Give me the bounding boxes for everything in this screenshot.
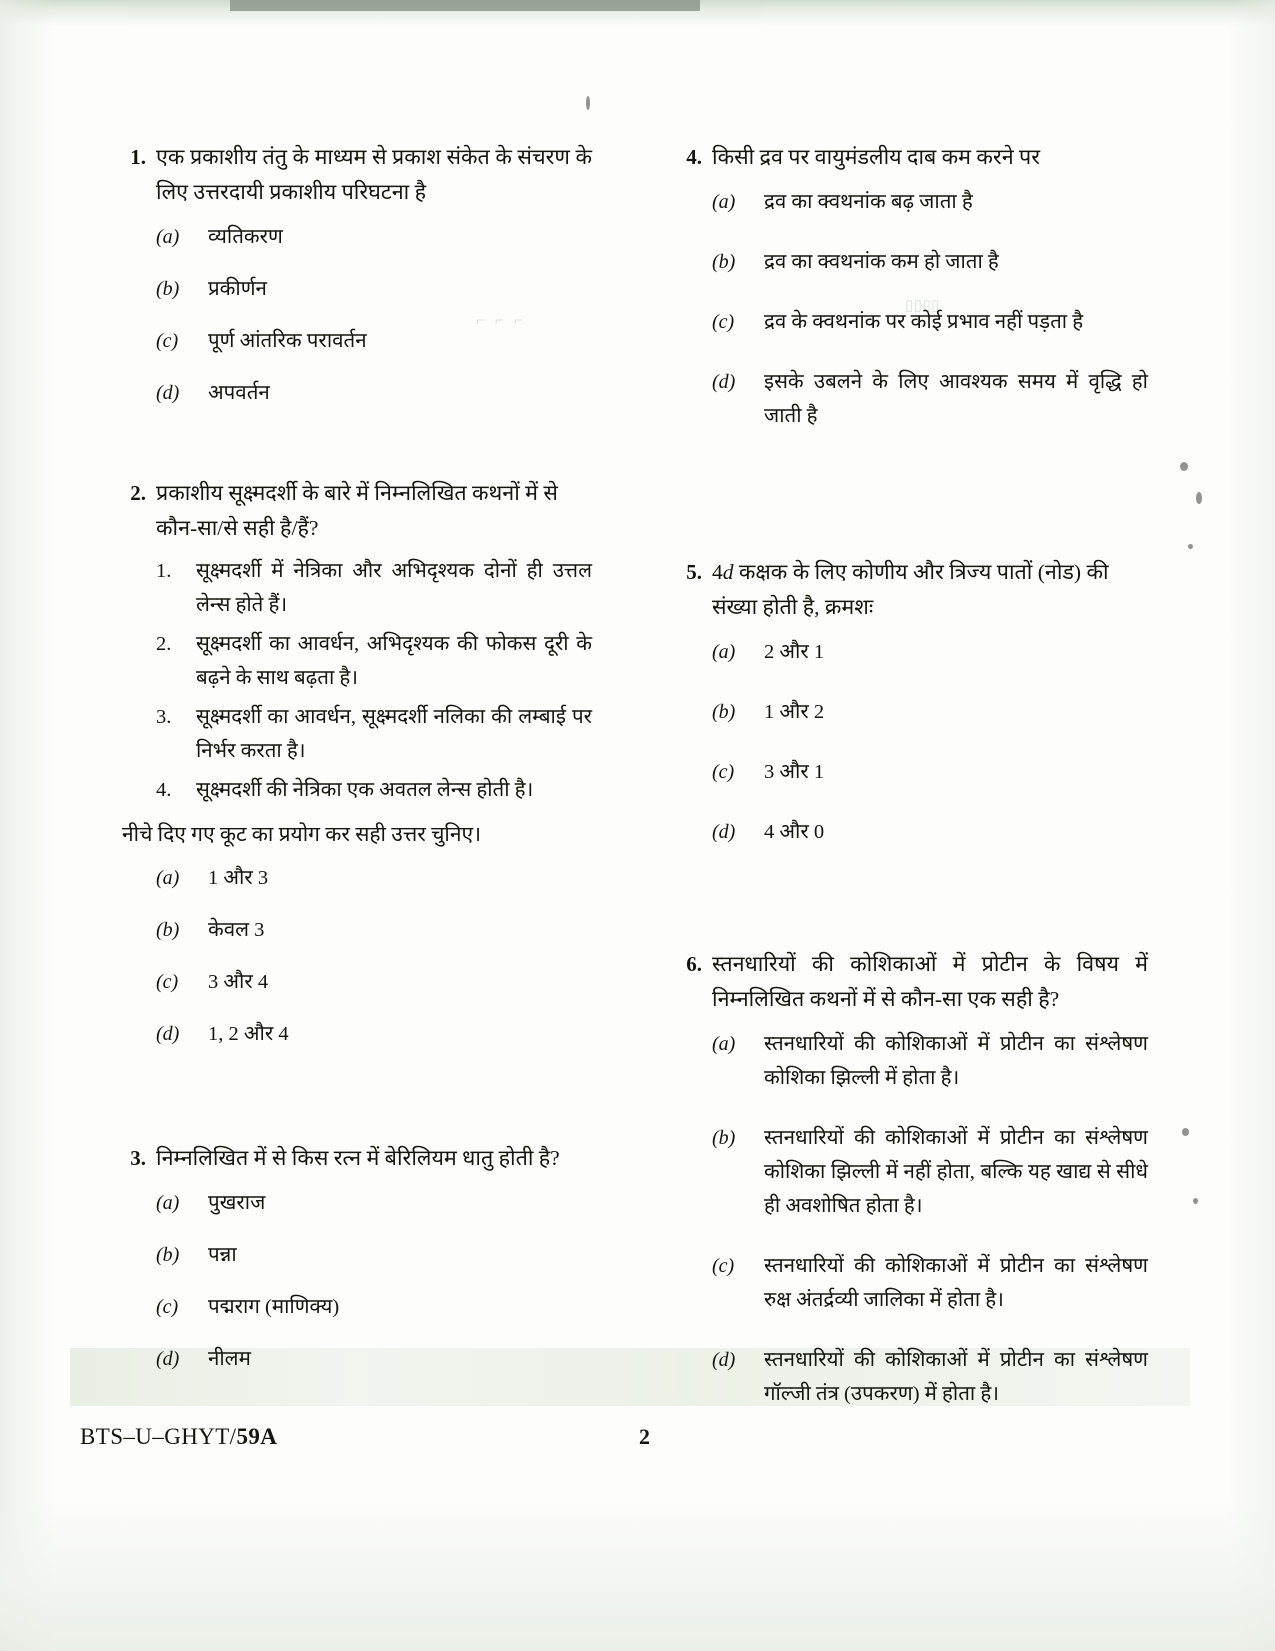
question-1-option-b[interactable] xyxy=(156,272,592,306)
option-label: (c) xyxy=(712,311,735,333)
question-5-prefix: 4 xyxy=(712,560,723,584)
option-text: स्तनधारियों की कोशिकाओं में प्रोटीन का संश्लेषण रुक्ष अंतर्द्रव्यी जालिका में होता है। xyxy=(764,1255,1148,1311)
option-label: (d) xyxy=(156,1023,180,1045)
option-text: 4 और 0 xyxy=(764,821,825,843)
option-label: (c) xyxy=(712,761,735,783)
question-6-option-a[interactable] xyxy=(712,1027,1148,1095)
option-text: स्तनधारियों की कोशिकाओं में प्रोटीन का संश्लेषण कोशिका झिल्ली में नहीं होता, बल्कि यह खाद्य से सीधे ही अवशोषित होता है। xyxy=(764,1127,1148,1217)
option-text: 1 और 3 xyxy=(208,867,269,889)
scan-ghost-text: ▯▯▯▯ xyxy=(905,297,941,314)
question-4-text: किसी द्रव पर वायुमंडलीय दाब कम करने पर xyxy=(712,145,1041,169)
option-label: (d) xyxy=(712,371,736,393)
option-text: 2 और 1 xyxy=(764,641,825,663)
question-5-orbital-letter: d xyxy=(722,560,734,584)
question-6-number: 6. xyxy=(686,952,702,976)
question-5-option-b[interactable] xyxy=(712,695,1148,729)
option-text: पूर्ण आंतरिक परावर्तन xyxy=(208,330,367,352)
option-text: इसके उबलने के लिए आवश्यक समय में वृद्धि हो जाती है xyxy=(764,371,1148,427)
question-4-option-c[interactable] xyxy=(712,305,1148,339)
option-text: स्तनधारियों की कोशिकाओं में प्रोटीन का संश्लेषण कोशिका झिल्ली में होता है। xyxy=(764,1033,1148,1089)
spacer xyxy=(112,1069,592,1141)
statement-number: 2. xyxy=(156,633,172,655)
option-label: (b) xyxy=(712,701,736,723)
question-5-rest: कक्षक के लिए कोणीय और त्रिज्य पातों (नोड) की संख्या होती है, क्रमशः xyxy=(712,560,1109,619)
question-4-option-b[interactable] xyxy=(712,245,1148,279)
statement-text: सूक्ष्मदर्शी में नेत्रिका और अभिदृश्यक दोनों ही उत्तल लेन्स होते हैं। xyxy=(196,560,592,616)
question-3-options xyxy=(156,1186,592,1376)
left-column xyxy=(112,140,592,1394)
question-5-option-d[interactable] xyxy=(712,815,1148,849)
option-label: (a) xyxy=(712,641,736,663)
question-2-statement-3 xyxy=(156,700,592,768)
question-1-number: 1. xyxy=(130,145,146,169)
option-text: पन्ना xyxy=(208,1244,237,1266)
page-number: 2 xyxy=(639,1424,650,1449)
question-3-number: 3. xyxy=(130,1146,146,1170)
question-4-options xyxy=(712,185,1148,433)
question-1-option-a[interactable] xyxy=(156,220,592,254)
scan-ghost-text: ⌐ ⌐ ⌐ xyxy=(476,312,526,329)
question-5-number: 5. xyxy=(686,560,702,584)
question-4-option-a[interactable] xyxy=(712,185,1148,219)
question-6-option-c[interactable] xyxy=(712,1249,1148,1317)
question-6-option-b[interactable] xyxy=(712,1121,1148,1223)
option-text: पुखराज xyxy=(208,1192,266,1214)
spacer xyxy=(668,459,1148,555)
option-text: अपवर्तन xyxy=(208,382,270,404)
option-text: स्तनधारियों की कोशिकाओं में प्रोटीन का संश्लेषण गॉल्जी तंत्र (उपकरण) में होता है। xyxy=(764,1349,1148,1405)
question-6 xyxy=(668,947,1148,1017)
option-label: (d) xyxy=(156,1348,180,1370)
question-1-text: एक प्रकाशीय तंतु के माध्यम से प्रकाश संकेत के संचरण के लिए उत्तरदायी प्रकाशीय परिघटना है xyxy=(156,145,592,204)
question-2-statements xyxy=(156,554,592,807)
option-label: (d) xyxy=(712,821,736,843)
option-label: (b) xyxy=(156,919,180,941)
question-1-options xyxy=(156,220,592,410)
option-text: नीलम xyxy=(208,1348,251,1370)
option-label: (b) xyxy=(156,278,180,300)
statement-text: सूक्ष्मदर्शी का आवर्धन, अभिदृश्यक की फोकस दूरी के बढ़ने के साथ बढ़ता है। xyxy=(196,633,592,689)
option-text: 1, 2 और 4 xyxy=(208,1023,289,1045)
question-3-option-b[interactable] xyxy=(156,1238,592,1272)
question-3-text: निम्नलिखित में से किस रत्न में बेरिलियम धातु होती है? xyxy=(156,1146,560,1170)
question-5-text xyxy=(712,555,1148,625)
paper-code xyxy=(80,1424,277,1450)
option-label: (d) xyxy=(156,382,180,404)
statement-number: 1. xyxy=(156,560,172,582)
question-5 xyxy=(668,555,1148,625)
question-2-number: 2. xyxy=(130,481,146,505)
question-2-text: प्रकाशीय सूक्ष्मदर्शी के बारे में निम्नलिखित कथनों में से कौन-सा/से सही है/हैं? xyxy=(156,481,558,540)
question-2-instruction: नीचे दिए गए कूट का प्रयोग कर सही उत्तर चुनिए। xyxy=(122,822,482,846)
option-text: 3 और 1 xyxy=(764,761,825,783)
question-6-options xyxy=(712,1027,1148,1411)
paper-code-suffix: 59A xyxy=(236,1424,278,1449)
question-4 xyxy=(668,140,1148,175)
page-footer xyxy=(80,1424,1195,1450)
statement-number: 3. xyxy=(156,706,172,728)
option-text: व्यतिकरण xyxy=(208,226,283,248)
option-label: (d) xyxy=(712,1349,736,1371)
option-text: द्रव का क्वथनांक बढ़ जाता है xyxy=(764,191,973,213)
question-2-statement-2 xyxy=(156,627,592,695)
paper-code-prefix: BTS–U–GHYT/ xyxy=(80,1424,237,1449)
question-1-option-c[interactable] xyxy=(156,324,592,358)
question-2-option-d[interactable] xyxy=(156,1017,592,1051)
option-label: (a) xyxy=(156,226,180,248)
question-1-option-d[interactable] xyxy=(156,376,592,410)
option-text: 3 और 4 xyxy=(208,971,269,993)
option-label: (b) xyxy=(712,251,736,273)
statement-number: 4. xyxy=(156,779,172,801)
option-label: (a) xyxy=(712,1033,736,1055)
option-label: (c) xyxy=(156,330,179,352)
question-1 xyxy=(112,140,592,210)
question-6-option-d[interactable] xyxy=(712,1343,1148,1411)
question-2-option-c[interactable] xyxy=(156,965,592,999)
spacer xyxy=(112,428,592,476)
question-2 xyxy=(112,476,592,546)
question-4-option-d[interactable] xyxy=(712,365,1148,433)
option-text: द्रव का क्वथनांक कम हो जाता है xyxy=(764,251,999,273)
question-5-option-c[interactable] xyxy=(712,755,1148,789)
right-column xyxy=(668,140,1148,1437)
option-text: केवल 3 xyxy=(208,919,265,941)
statement-text: सूक्ष्मदर्शी की नेत्रिका एक अवतल लेन्स होती है। xyxy=(196,779,534,801)
option-label: (a) xyxy=(712,191,736,213)
option-text: द्रव के क्वथनांक पर कोई प्रभाव नहीं पड़ता है xyxy=(764,311,1084,333)
question-2-option-a[interactable] xyxy=(156,861,592,895)
question-3 xyxy=(112,1141,592,1176)
question-3-option-c[interactable] xyxy=(156,1290,592,1324)
question-6-text: स्तनधारियों की कोशिकाओं में प्रोटीन के विषय में निम्नलिखित कथनों में से कौन-सा एक सही है? xyxy=(712,952,1148,1011)
option-label: (b) xyxy=(156,1244,180,1266)
question-5-option-a[interactable] xyxy=(712,635,1148,669)
question-2-statement-1 xyxy=(156,554,592,622)
option-label: (a) xyxy=(156,867,180,889)
question-3-option-d[interactable] xyxy=(156,1342,592,1376)
statement-text: सूक्ष्मदर्शी का आवर्धन, सूक्ष्मदर्शी नलिका की लम्बाई पर निर्भर करता है। xyxy=(196,706,592,762)
question-4-number: 4. xyxy=(686,145,702,169)
option-text: प्रकीर्णन xyxy=(208,278,267,300)
option-text: 1 और 2 xyxy=(764,701,825,723)
option-label: (c) xyxy=(156,1296,179,1318)
spacer xyxy=(668,875,1148,947)
option-text: पद्मराग (माणिक्य) xyxy=(208,1296,340,1318)
question-2-options xyxy=(156,861,592,1051)
question-3-option-a[interactable] xyxy=(156,1186,592,1220)
option-label: (a) xyxy=(156,1192,180,1214)
question-2-statement-4 xyxy=(156,773,592,807)
question-2-option-b[interactable] xyxy=(156,913,592,947)
option-label: (b) xyxy=(712,1127,736,1149)
option-label: (c) xyxy=(712,1255,735,1277)
option-label: (c) xyxy=(156,971,179,993)
question-5-options xyxy=(712,635,1148,849)
